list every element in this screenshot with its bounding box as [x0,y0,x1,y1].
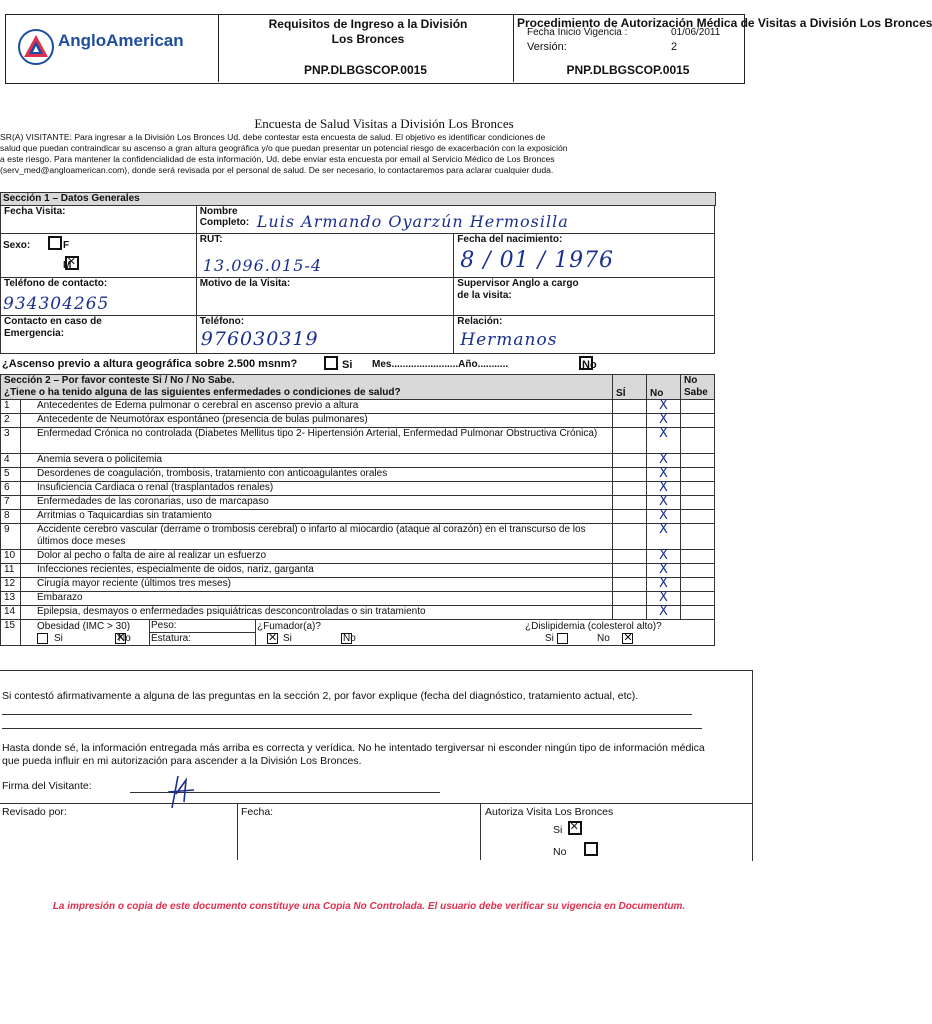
row-condition: Arritmias o Taquicardias sin tratamiento [20,510,612,524]
row-no-cell[interactable] [647,524,681,550]
row-condition: Antecedentes de Edema pulmonar o cerebral en ascenso previo a altura [20,400,612,414]
fumador-no-label: No [342,633,356,644]
row-nosabe-cell[interactable] [680,468,714,482]
rut-label: RUT: [199,234,223,245]
telefono-label: Teléfono: [199,316,245,327]
relacion-label: Relación: [457,316,503,327]
table-row [1,428,715,454]
no-mark: X [659,452,668,467]
row-nosabe-cell[interactable] [680,428,714,454]
row-si-cell[interactable] [613,550,647,564]
row-si-cell[interactable] [613,578,647,592]
row-condition: Infecciones recientes, especialmente de oidos, nariz, garganta [20,564,612,578]
no-mark: X [659,466,668,481]
table-row [1,496,715,510]
sexo-f-label: F [63,240,70,251]
table-row [1,606,715,620]
sexo-label: Sexo: [3,240,31,251]
row-si-cell[interactable] [613,510,647,524]
row-si-cell[interactable] [613,428,647,454]
no-mark: X [659,412,668,427]
row-nosabe-cell[interactable] [680,454,714,468]
row-si-cell[interactable] [613,564,647,578]
telefono-value: 976030319 [200,328,319,350]
autoriza-label: Autoriza Visita Los Bronces [485,806,614,818]
row-condition: Enfermedades de las coronarias, uso de marcapaso [20,496,612,510]
procedure-code: PNP.DLBGSCOP.0015 [566,63,690,77]
nacimiento-cell[interactable] [454,234,715,278]
row-condition: Antecedente de Neumotórax espontáneo (presencia de bulas pulmonares) [20,414,612,428]
rut-cell[interactable] [196,234,453,278]
no-mark: X [659,398,668,413]
row-number: 6 [1,482,21,496]
dislipidemia-no-checkbox[interactable] [622,633,633,644]
row-nosabe-cell[interactable] [680,510,714,524]
no-mark: X [659,480,668,495]
form-intro [0,132,768,176]
obesidad-si-label: Si [53,633,63,644]
ascenso-si-checkbox[interactable] [324,356,338,370]
section2-question: ¿Tiene o ha tenido alguna de las siguientes enfermedades o condiciones de salud? [4,387,401,398]
contacto-emergencia-label: Contacto en caso de Emergencia: [4,316,102,339]
autoriza-no-label: No [553,846,567,858]
row-nosabe-cell[interactable] [680,414,714,428]
table-row [1,550,715,564]
row-si-cell[interactable] [613,482,647,496]
row-condition: Embarazo [20,592,612,606]
row-number: 7 [1,496,21,510]
no-mark: X [659,548,668,563]
col-si-header: SÍ [613,375,647,400]
col-no-header: No [647,375,681,400]
row-no-cell[interactable] [647,428,681,454]
header-code: PNP.DLBGSCOP.0015 [304,63,427,77]
logo-text: AngloAmerican [58,31,184,50]
row-number: 4 [1,454,21,468]
title-cell [218,15,514,82]
fecha-vigencia-value: 01/06/2011 [671,27,721,38]
no-mark: X [659,576,668,591]
row-condition: Dolor al pecho o falta de aire al realizar un esfuerzo [20,550,612,564]
version-value: 2 [671,41,678,53]
contacto-emergencia-cell [1,316,197,354]
table-row [1,414,715,428]
row-number: 13 [1,592,21,606]
section2-title: Sección 2 – Por favor conteste Si / No / No Sabe. [4,375,235,386]
declaration-text: Hasta donde sé, la información entregada más arriba es correcta y verídica. No he intentado tergiversar ni esconder ningún tipo de información médica que pueda influir en mi autorización para ascender a la División Los Bronces. [2,742,705,767]
row15-cell [20,620,714,646]
table-row [1,592,715,606]
procedure-title: Procedimiento de Autorización Médica de Visitas a División Los Bronces [517,16,932,30]
nombre-label: Nombre Completo: [199,206,250,228]
row-number: 14 [1,606,21,620]
divider [480,803,481,860]
divider [0,803,752,804]
row-si-cell[interactable] [613,400,647,414]
fecha-visita-label: Fecha Visita: [4,206,66,217]
rut-value: 13.096.015-4 [202,256,322,275]
nacimiento-value: 8 / 01 / 1976 [460,248,615,273]
autoriza-no-checkbox[interactable] [584,842,598,856]
row-number: 9 [1,524,21,550]
row-number: 8 [1,510,21,524]
row-condition: Desordenes de coagulación, trombosis, tratamiento con anticoagulantes orales [20,468,612,482]
row-si-cell[interactable] [613,454,647,468]
row-nosabe-cell[interactable] [680,578,714,592]
row-condition: Epilepsia, desmayos o enfermedades psiquiátricas desconcontroladas o sin tratamiento [20,606,612,620]
row-condition: Cirugía mayor reciente (últimos tres meses) [20,578,612,592]
row-condition: Enfermedad Crónica no controlada (Diabetes Mellitus tipo 2- Hipertensión Arterial, Enfermedad Pulmonar Obstructiva Crónica) [20,428,612,454]
signature-scribble [164,772,204,812]
revisado-label: Revisado por: [2,806,67,818]
section1-title: Sección 1 – Datos Generales [0,192,716,206]
procedure-cell [513,15,932,82]
dislipidemia-si-label: Si [544,633,554,644]
dislipidemia-si-checkbox[interactable] [557,633,568,644]
logo-cell [6,15,219,82]
row-number: 2 [1,414,21,428]
table-row [1,524,715,550]
table-row [1,578,715,592]
autoriza-si-checkbox[interactable] [568,821,582,835]
header-title: Requisitos de Ingreso a la División Los Bronces [268,17,468,46]
telefono-contacto-cell[interactable] [1,278,197,316]
row-nosabe-cell[interactable] [680,550,714,564]
no-mark: X [659,494,668,509]
row-condition: Insuficiencia Cardiaca o renal (trasplantados renales) [20,482,612,496]
relacion-value: Hermanos [460,330,558,350]
fecha-vigencia-label: Fecha Inicio Vigencia : [527,27,628,38]
row-si-cell[interactable] [613,414,647,428]
fecha-label: Fecha: [241,806,274,818]
explain-text: Si contestó afirmativamente a alguna de las preguntas en la sección 2, por favor explique (fecha del diagnóstico, tratamiento actual, etc). [2,690,639,702]
row-nosabe-cell[interactable] [680,564,714,578]
document-header [5,14,932,84]
row-si-cell[interactable] [613,524,647,550]
sexo-m-label: M [63,260,72,271]
section2-header [1,375,613,400]
fumador-si-label: Si [282,633,292,644]
row-number: 12 [1,578,21,592]
row-nosabe-cell[interactable] [680,496,714,510]
ascenso-no-label: No [582,359,597,371]
obesidad-block [21,620,150,646]
form-title: Encuesta de Salud Visitas a División Los Bronces [254,116,514,131]
nombre-value: Luis Armando Oyarzún Hermosilla [256,212,569,231]
section2-table [0,374,715,646]
dislipidemia-no-label: No [596,633,610,644]
version-label: Versión: [527,41,567,53]
nombre-cell[interactable] [196,206,714,234]
col-nosabe-header: No Sabe [680,375,714,400]
row-nosabe-cell[interactable] [680,606,714,620]
fecha-visita-cell[interactable] [1,206,197,234]
supervisor-label: Supervisor Anglo a cargo de la visita: [457,278,579,301]
explain-line-2[interactable] [2,728,702,729]
no-mark: X [659,562,668,577]
autoriza-si-label: Si [553,824,563,836]
anglo-logo-icon [18,29,54,65]
supervisor-cell[interactable] [454,278,715,316]
row-condition: Anemia severa o policitemia [20,454,612,468]
row-nosabe-cell[interactable] [680,400,714,414]
no-mark: X [659,426,668,441]
no-mark: X [659,604,668,619]
table-row [1,564,715,578]
divider [237,803,238,860]
telefono-contacto-label: Teléfono de contacto: [4,278,108,289]
obesidad-label: Obesidad (IMC > 30) [36,621,131,632]
ascenso-mes: Mes........................Año........... [372,359,509,370]
table-row [1,454,715,468]
row-si-cell[interactable] [613,606,647,620]
row-number: 5 [1,468,21,482]
table-row [1,510,715,524]
estatura-label: Estatura: [150,633,192,644]
ascenso-si-label: Si [342,359,353,371]
row-si-cell[interactable] [613,468,647,482]
estatura-field[interactable] [149,633,256,646]
peso-field[interactable] [149,620,256,633]
intro-line: (serv_med@angloamerican.com), donde será revisada por el personal de salud. De ser necesario, lo contactaremos para aclarar cualquier duda. [0,165,554,175]
section1-table [0,205,715,354]
table-row [1,400,715,414]
firma-label: Firma del Visitante: [2,780,92,792]
dislipidemia-label: ¿Dislipidemia (colesterol alto)? [524,621,662,632]
no-mark: X [659,590,668,605]
telefono-contacto-value: 934304265 [3,294,110,314]
obesidad-si-checkbox[interactable] [37,633,48,644]
nacimiento-label: Fecha del nacimiento: [457,234,563,245]
row-nosabe-cell[interactable] [680,524,714,550]
fumador-label: ¿Fumador(a)? [256,621,321,632]
row-condition: Accidente cerebro vascular (derrame o trombosis cerebral) o infarto al miocardio (ataque al corazón) en el transcurso de los últimos doce meses [20,524,612,550]
obesidad-no-label: No [117,633,131,644]
intro-line: SR(A) VISITANTE: Para ingresar a la División Los Bronces Ud. debe contestar esta encuesta de salud. El objetivo es identificar condiciones de [0,132,546,142]
row-si-cell[interactable] [613,592,647,606]
row-no-cell[interactable] [647,606,681,620]
disclaimer: La impresión o copia de este documento constituye una Copia No Controlada. El usuario debe verificar su vigencia en Documentum. [52,901,686,912]
row-number: 11 [1,564,21,578]
row-number: 3 [1,428,21,454]
telefono-emergencia-cell[interactable] [196,316,453,354]
sexo-f-checkbox[interactable] [48,236,62,250]
relacion-cell[interactable] [454,316,715,354]
table-row [1,468,715,482]
no-mark: X [659,522,668,537]
row-number: 1 [1,400,21,414]
motivo-cell[interactable] [196,278,453,316]
ascenso-question: ¿Ascenso previo a altura geográfica sobre 2.500 msnm? [2,358,298,370]
table-row [1,482,715,496]
row-nosabe-cell[interactable] [680,482,714,496]
explain-line-1[interactable] [2,714,692,715]
fumador-si-checkbox[interactable] [267,633,278,644]
sexo-cell [1,234,197,278]
intro-line: salud que puedan contraindicar su ascenso a gran altura geográfica y/o que puedan presentar un potencial riesgo de exacerbación con la exposición [0,143,568,153]
row15-number: 15 [1,620,21,646]
motivo-label: Motivo de la Visita: [199,278,291,289]
row-nosabe-cell[interactable] [680,592,714,606]
row-number: 10 [1,550,21,564]
peso-label: Peso: [150,620,177,631]
intro-line: a este riesgo. Para mantener la confidencialidad de esta información, Ud. debe enviar esta encuesta por email al Servicio Médico de Los Bronces [0,154,555,164]
no-mark: X [659,508,668,523]
row-si-cell[interactable] [613,496,647,510]
